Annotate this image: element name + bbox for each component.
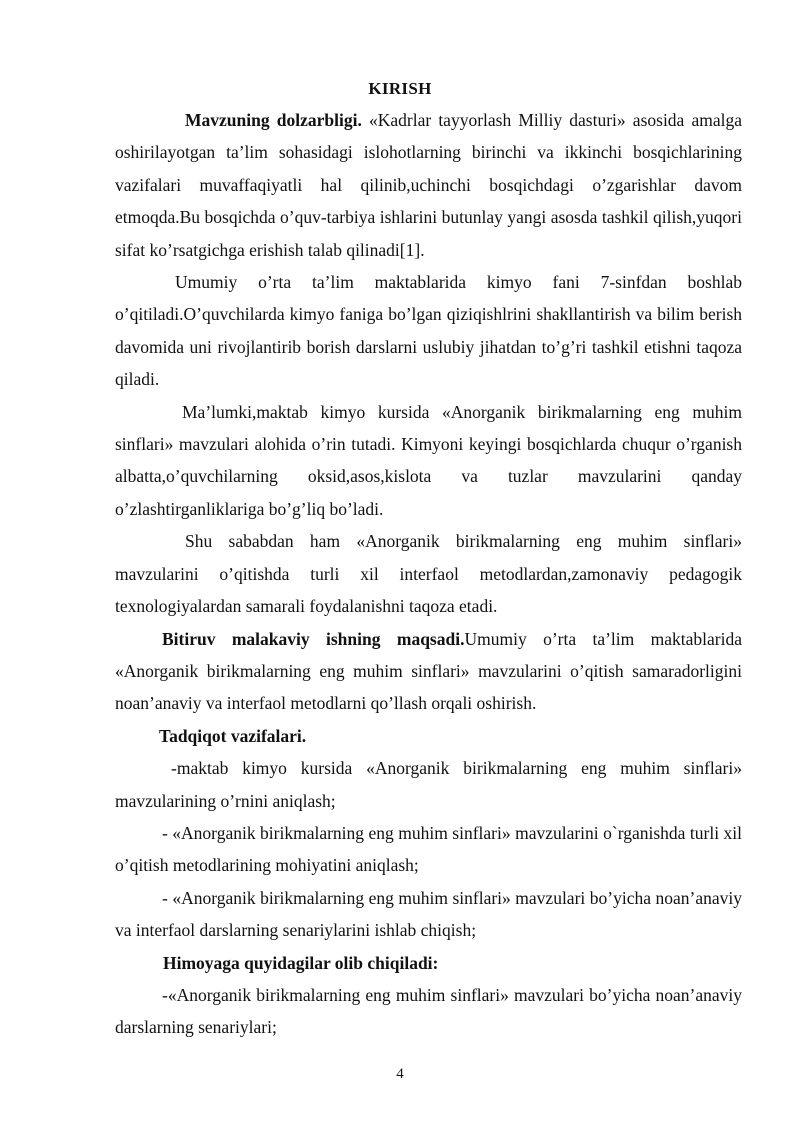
paragraph-goal xyxy=(115,623,742,720)
task-item-1: -maktab kimyo kursida «Anorganik birikmalarning eng muhim sinflari» mavzularining o’rnini aniqlash; xyxy=(115,758,742,811)
paragraph-interactive-methods: Shu sababdan ham «Anorganik birikmalarning eng muhim sinflari» mavzularini o’qitishda turli xil interfaol metodlardan,zamonaviy pedagogik texnologiyalardan samarali foydalanishni taqoza etadi. xyxy=(115,531,742,617)
defense-item-1: -«Anorganik birikmalarning eng muhim sinflari» mavzulari bo’yicha noan’anaviy darslarning senariylari; xyxy=(115,984,742,1038)
section-title: KIRISH xyxy=(368,79,432,98)
task-item-3: - «Anorganik birikmalarning eng muhim sinflari» mavzulari bo’yicha noan’anaviy va interfaol darslarning senariylarini ishlab chiqish; xyxy=(115,887,742,941)
paragraph-chemistry-teaching: Umumiy o’rta ta’lim maktablarida kimyo fani 7-sinfdan boshlab o’qitiladi.O’quvchilarda kimyo faniga bo’lgan qiziqishlrini shakllantirish va bilim berish davomida uni rivojlantirib borish darslarni uslubiy jihatdan to’g’ri tashkil etishni taqoza qiladi. xyxy=(115,272,742,390)
goal-text: Umumiy o’rta ta’lim maktablarida «Anorganik birikmalarning eng muhim sinflari» mavzularini o’qitish samaradorligini noan’anaviy va interfaol metodlarni qo’llash orqali oshirish. xyxy=(115,628,742,714)
defense-heading: Himoyaga quyidagilar olib chiqiladi: xyxy=(163,952,439,973)
paragraph-relevance xyxy=(115,104,742,266)
relevance-heading: Mavzuning dolzarbligi. xyxy=(185,110,362,130)
relevance-text: «Kadrlar tayyorlash Milliy dasturi» asosida amalga oshirilayotgan ta’lim sohasidagi islohotlarning birinchi va ikkinchi bosqichlarining vazifalari muvaffaqiyatli hal qilinib,uchinchi bosqichdagi o’zgarishlar davom etmoqda.Bu bosqichda o’quv-tarbiya ishlarini butunlay yangi asosda tashkil qilish,yuqori sifat ko’rsatgichga erishish talab qilinadi[1]. xyxy=(115,110,742,260)
goal-heading: Bitiruv malakaviy ishning maqsadi. xyxy=(162,628,465,649)
task-item-2: - «Anorganik birikmalarning eng muhim sinflari» mavzularini o`rganishda turli xil o’qitish metodlarining mohiyatini aniqlash; xyxy=(115,822,742,876)
paragraph-inorganic-compounds: Ma’lumki,maktab kimyo kursida «Anorganik birikmalarning eng muhim sinflari» mavzulari alohida o’rin tutadi. Kimyoni keyingi bosqichlarda chuqur o’rganish albatta,o’quvchilarning oksid,asos,kislota va tuzlar mavzularini qanday o’zlashtirganliklariga bo’g’liq bo’ladi. xyxy=(115,401,742,519)
page-number: 4 xyxy=(396,1066,404,1082)
body-text xyxy=(115,104,742,1044)
research-tasks-heading: Tadqiqot vazifalari. xyxy=(159,725,307,746)
